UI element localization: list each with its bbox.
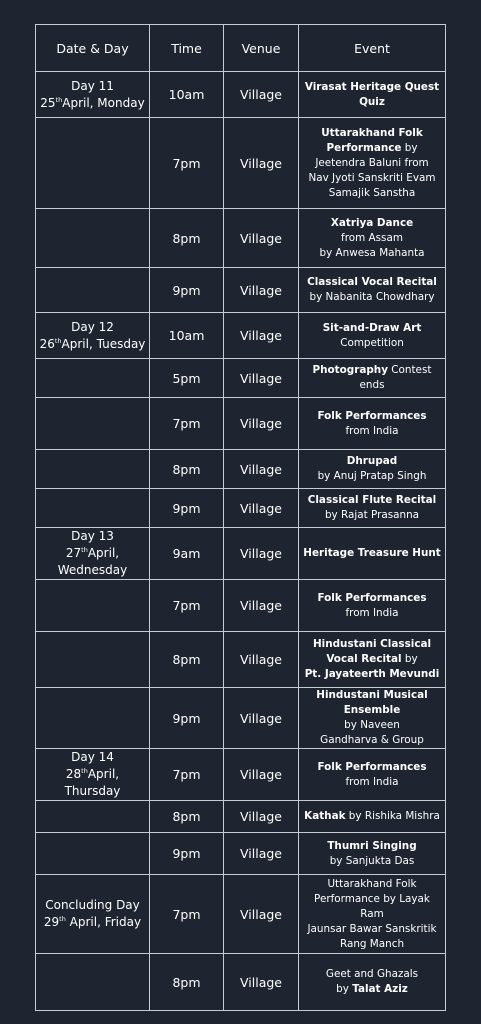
event-line: Virasat Heritage Quest Quiz — [304, 80, 440, 108]
event-line: Gandharva & Group — [320, 734, 424, 746]
event-line: Competition — [340, 336, 404, 349]
time-cell: 9pm — [150, 489, 224, 528]
event-cell — [299, 209, 446, 268]
time-cell: 7pm — [150, 398, 224, 450]
venue-cell: Village — [224, 954, 299, 1011]
table-row — [36, 359, 446, 398]
day-label: Day 14 — [71, 750, 114, 764]
time-cell: 10am — [150, 313, 224, 359]
event-cell — [299, 749, 446, 801]
date-cell — [36, 833, 150, 875]
date-cell — [36, 528, 150, 580]
date-suffix: th — [55, 95, 63, 104]
date-cell — [36, 359, 150, 398]
date-label — [39, 914, 146, 931]
time-cell: 8pm — [150, 450, 224, 489]
venue-cell: Village — [224, 801, 299, 833]
venue-cell: Village — [224, 118, 299, 209]
event-cell — [299, 359, 446, 398]
event-line: Geet and Ghazals — [325, 968, 419, 980]
event-line: Vocal Recital by — [326, 653, 418, 665]
date-label — [39, 766, 146, 800]
table-row — [36, 268, 446, 313]
event-line: Jaunsar Bawar Sanskritik — [307, 922, 437, 935]
date-suffix: th — [81, 767, 88, 775]
event-line: Uttarakhand Folk — [321, 126, 423, 139]
day-label: Concluding Day — [45, 898, 140, 912]
event-line: Photography Contest ends — [312, 364, 432, 391]
date-cell — [36, 875, 150, 954]
time-cell: 7pm — [150, 580, 224, 632]
date-cell — [36, 749, 150, 801]
date-cell — [36, 209, 150, 268]
event-cell — [299, 632, 446, 688]
venue-cell: Village — [224, 209, 299, 268]
event-line: from India — [345, 775, 399, 788]
event-line: Xatriya Dance — [330, 216, 414, 229]
date-weekday: April, Tuesday — [61, 336, 146, 351]
event-line: by Rajat Prasanna — [324, 509, 420, 521]
venue-cell: Village — [224, 72, 299, 118]
event-cell — [299, 489, 446, 528]
venue-cell: Village — [224, 688, 299, 749]
header-event: Event — [299, 25, 446, 72]
event-line: Folk Performances — [317, 591, 427, 604]
event-line: Uttarakhand Folk — [327, 877, 417, 890]
event-line: Performance by Layak Ram — [314, 892, 430, 920]
event-line: by Talat Aziz — [336, 983, 408, 995]
table-row — [36, 801, 446, 833]
table-row — [36, 833, 446, 875]
date-cell — [36, 268, 150, 313]
time-cell: 7pm — [150, 118, 224, 209]
day-label: Day 11 — [71, 78, 114, 93]
table-row — [36, 489, 446, 528]
event-line: from India — [345, 606, 399, 619]
time-cell: 10am — [150, 72, 224, 118]
time-cell: 7pm — [150, 875, 224, 954]
table-row — [36, 72, 446, 118]
date-label — [39, 95, 146, 112]
table-row — [36, 954, 446, 1011]
event-line: by Nabanita Chowdhary — [309, 291, 435, 303]
venue-cell: Village — [224, 875, 299, 954]
event-line: Folk Performances — [317, 409, 427, 422]
date-cell — [36, 580, 150, 632]
date-cell — [36, 954, 150, 1011]
date-cell — [36, 632, 150, 688]
event-line: Folk Performances — [317, 760, 427, 773]
date-label — [39, 336, 146, 353]
venue-cell: Village — [224, 580, 299, 632]
date-label — [39, 545, 146, 579]
date-cell — [36, 398, 150, 450]
table-row — [36, 398, 446, 450]
venue-cell: Village — [224, 450, 299, 489]
date-number: 28 — [65, 767, 82, 781]
event-line: Classical Vocal Recital — [307, 276, 437, 288]
event-cell — [299, 528, 446, 580]
event-line: from Assam — [341, 231, 403, 244]
header-time: Time — [150, 25, 224, 72]
event-cell — [299, 313, 446, 359]
venue-cell: Village — [224, 313, 299, 359]
header-date: Date & Day — [36, 25, 150, 72]
event-line: Pt. Jayateerth Mevundi — [304, 668, 440, 680]
venue-cell: Village — [224, 359, 299, 398]
date-weekday: April, Friday — [65, 915, 142, 929]
date-number: 25 — [40, 95, 56, 110]
table-row — [36, 580, 446, 632]
date-suffix: th — [59, 915, 66, 923]
venue-cell: Village — [224, 632, 299, 688]
venue-cell: Village — [224, 268, 299, 313]
event-line: Hindustani Musical Ensemble — [316, 689, 428, 716]
event-line: Samajik Sanstha — [328, 186, 416, 199]
day-label: Day 12 — [71, 319, 114, 334]
event-line: Kathak by Rishika Mishra — [304, 810, 440, 822]
table-row — [36, 450, 446, 489]
event-line: Heritage Treasure Hunt — [303, 547, 441, 559]
event-line: Sit-and-Draw Art — [322, 321, 422, 334]
event-cell — [299, 580, 446, 632]
event-line: by Naveen — [344, 719, 400, 731]
date-weekday: April, Thursday — [64, 767, 121, 798]
time-cell: 9am — [150, 528, 224, 580]
event-line: Performance by — [326, 141, 418, 154]
date-cell — [36, 72, 150, 118]
event-line: Nav Jyoti Sanskriti Evam — [308, 171, 436, 184]
event-line: Hindustani Classical — [312, 638, 432, 650]
date-weekday: April, Wednesday — [57, 546, 128, 577]
date-cell — [36, 489, 150, 528]
event-line: from India — [345, 424, 399, 437]
event-line: by Anuj Pratap Singh — [317, 470, 427, 482]
schedule-table — [35, 24, 446, 1011]
event-cell — [299, 875, 446, 954]
date-cell — [36, 801, 150, 833]
date-number: 26 — [39, 336, 55, 351]
table-row — [36, 749, 446, 801]
table-row — [36, 313, 446, 359]
event-cell — [299, 450, 446, 489]
event-cell — [299, 954, 446, 1011]
time-cell: 8pm — [150, 209, 224, 268]
time-cell: 9pm — [150, 688, 224, 749]
time-cell: 7pm — [150, 749, 224, 801]
event-line: Classical Flute Recital — [307, 494, 437, 506]
event-cell — [299, 801, 446, 833]
schedule-body — [36, 72, 446, 1011]
table-row — [36, 209, 446, 268]
event-line: by Anwesa Mahanta — [319, 246, 425, 259]
event-cell — [299, 72, 446, 118]
table-row — [36, 688, 446, 749]
time-cell: 8pm — [150, 801, 224, 833]
event-line: Rang Manch — [339, 937, 405, 950]
table-row — [36, 528, 446, 580]
table-row — [36, 875, 446, 954]
date-number: 29 — [43, 915, 60, 929]
event-cell — [299, 398, 446, 450]
event-line: Thumri Singing — [327, 839, 417, 852]
header-venue: Venue — [224, 25, 299, 72]
table-row — [36, 118, 446, 209]
event-cell — [299, 688, 446, 749]
venue-cell: Village — [224, 833, 299, 875]
time-cell: 5pm — [150, 359, 224, 398]
event-cell — [299, 268, 446, 313]
event-line: by Sanjukta Das — [329, 854, 415, 867]
event-line: Jeetendra Baluni from — [315, 156, 429, 169]
day-label: Day 13 — [71, 529, 114, 543]
header-row — [36, 25, 446, 72]
time-cell: 9pm — [150, 268, 224, 313]
table-row — [36, 632, 446, 688]
venue-cell: Village — [224, 489, 299, 528]
time-cell: 8pm — [150, 632, 224, 688]
date-suffix: th — [81, 546, 88, 554]
venue-cell: Village — [224, 528, 299, 580]
date-cell — [36, 450, 150, 489]
event-cell — [299, 118, 446, 209]
venue-cell: Village — [224, 749, 299, 801]
time-cell: 8pm — [150, 954, 224, 1011]
date-weekday: April, Monday — [62, 95, 145, 110]
time-cell: 9pm — [150, 833, 224, 875]
date-suffix: th — [54, 336, 62, 345]
event-line: Dhrupad — [346, 455, 398, 467]
event-cell — [299, 833, 446, 875]
date-cell — [36, 313, 150, 359]
date-cell — [36, 118, 150, 209]
date-number: 27 — [65, 546, 82, 560]
date-cell — [36, 688, 150, 749]
venue-cell: Village — [224, 398, 299, 450]
